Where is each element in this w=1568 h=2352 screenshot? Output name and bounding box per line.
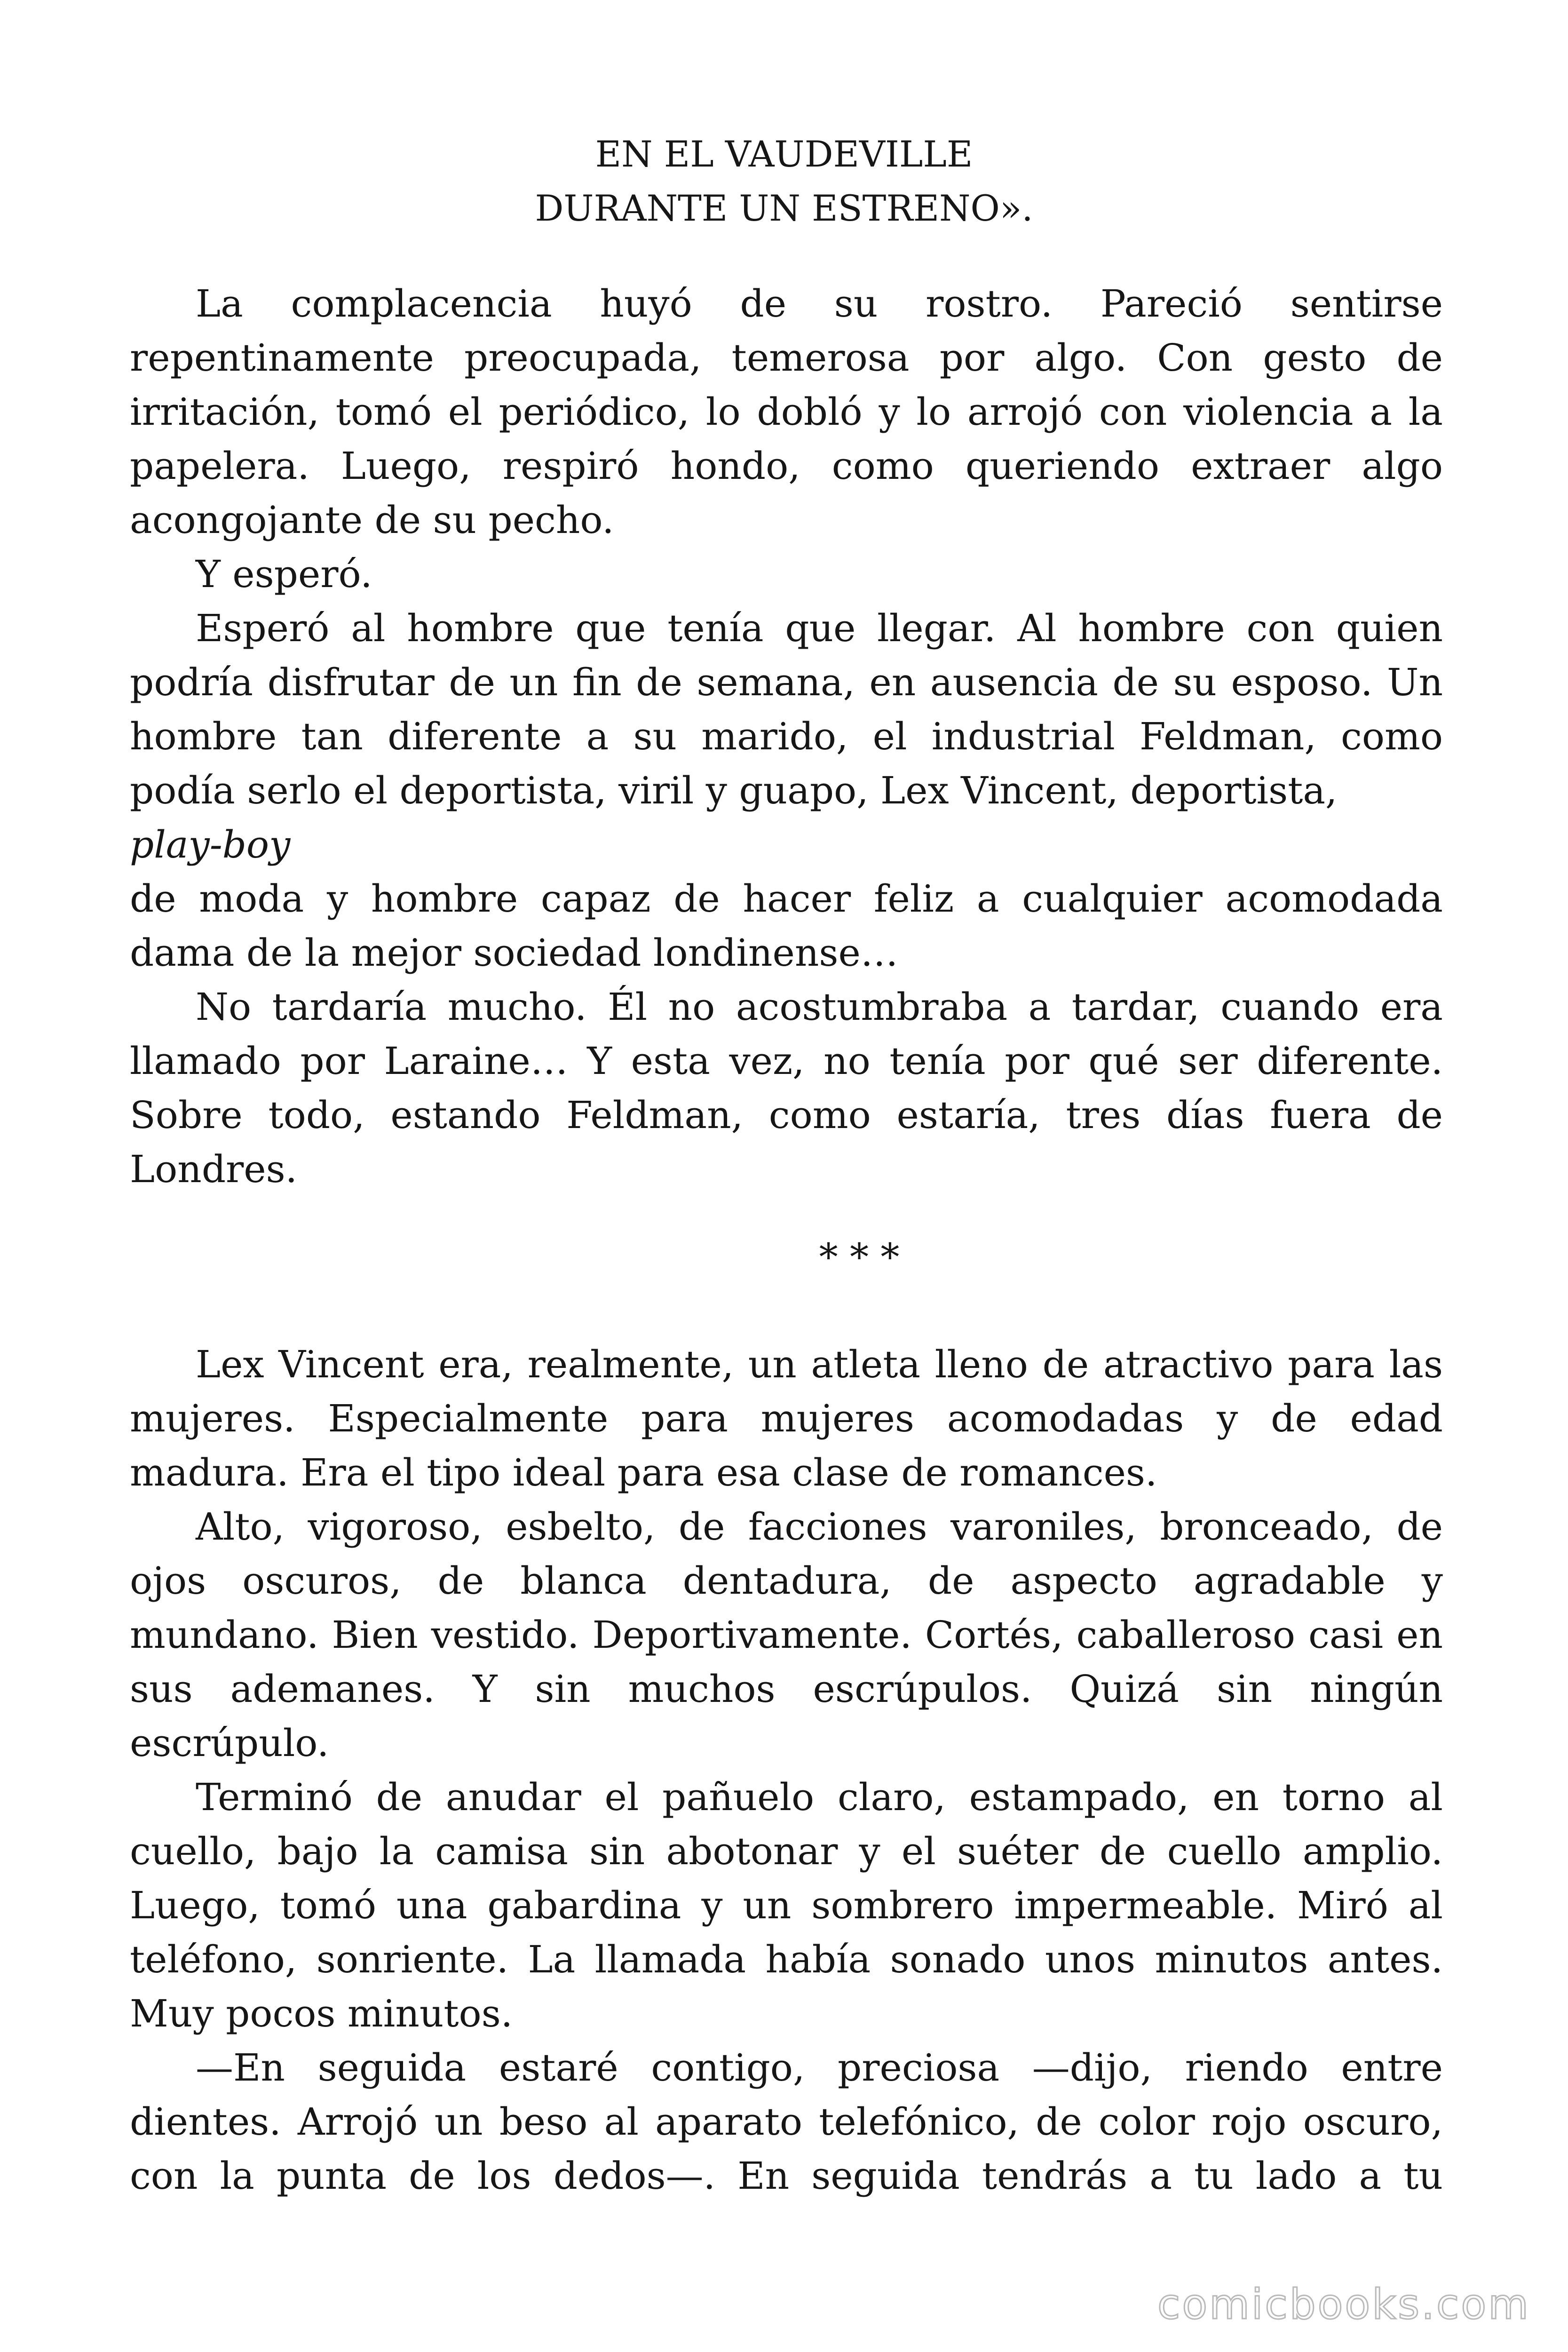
paragraph: Alto, vigoroso, esbelto, de facciones varoniles, bronceado, de ojos oscuros, de blanca dentadura, de aspecto agradable y mundano. Bien vestido. Deportivamente. Cortés, caballeroso casi en sus ademanes. Y sin muchos escrúpulos. Quizá sin ningún escrúpulo. — [130, 1505, 1443, 1765]
paragraph: Y esperó. — [196, 552, 372, 596]
text-block-2 — [130, 1337, 1443, 2203]
paragraph: Terminó de anudar el pañuelo claro, estampado, en torno al cuello, bajo la camisa sin abotonar y el suéter de cuello amplio. Luego, tomó una gabardina y un sombrero impermeable. Miró al teléfono, sonriente. La llamada había sonado unos minutos antes. Muy pocos minutos. — [130, 1775, 1443, 2035]
paragraph: Lex Vincent era, realmente, un atleta lleno de atractivo para las mujeres. Especialmente para mujeres acomodadas y de edad madura. Era el tipo ideal para esa clase de romances. — [130, 1343, 1443, 1494]
text-block-1 — [130, 277, 1443, 1196]
watermark-logo: comicbooks.com — [1157, 2280, 1530, 2328]
paragraph: La complacencia huyó de su rostro. Pareció sentirse repentinamente preocupada, temerosa por algo. Con gesto de irritación, tomó el periódico, lo dobló y lo arrojó con violencia a la papelera. Luego, respiró hondo, como queriendo extraer algo acongojante de su pecho. — [130, 282, 1443, 542]
paragraph: No tardaría mucho. Él no acostumbraba a tardar, cuando era llamado por Laraine… Y esta vez, no tenía por qué ser diferente. Sobre todo, estando Feldman, como estaría, tres días fuera de Londres. — [130, 985, 1443, 1191]
paragraph: —En seguida estaré contigo, preciosa —dijo, riendo entre dientes. Arrojó un beso al aparato telefónico, de color rojo oscuro, con la punta de los dedos—. En seguida tendrás a tu lado a tu — [130, 2046, 1443, 2198]
paragraph: Esperó al hombre que tenía que llegar. Al hombre con quien podría disfrutar de un fin de semana, en ausencia de su esposo. Un hombre tan diferente a su marido, el industrial Feldman, como podía serlo el deportista, viril y guapo, Lex Vincent, deportista, — [130, 606, 1443, 812]
heading-line-1: EN EL VAUDEVILLE — [595, 133, 973, 175]
heading-line-2: DURANTE UN ESTRENO». — [535, 187, 1033, 229]
chapter-heading — [0, 127, 1568, 235]
paragraph: de moda y hombre capaz de hacer feliz a cualquier acomodada dama de la mejor sociedad londinense… — [130, 877, 1443, 975]
section-separator: * * * — [819, 1235, 900, 1279]
italic-term: play-boy — [130, 823, 291, 866]
